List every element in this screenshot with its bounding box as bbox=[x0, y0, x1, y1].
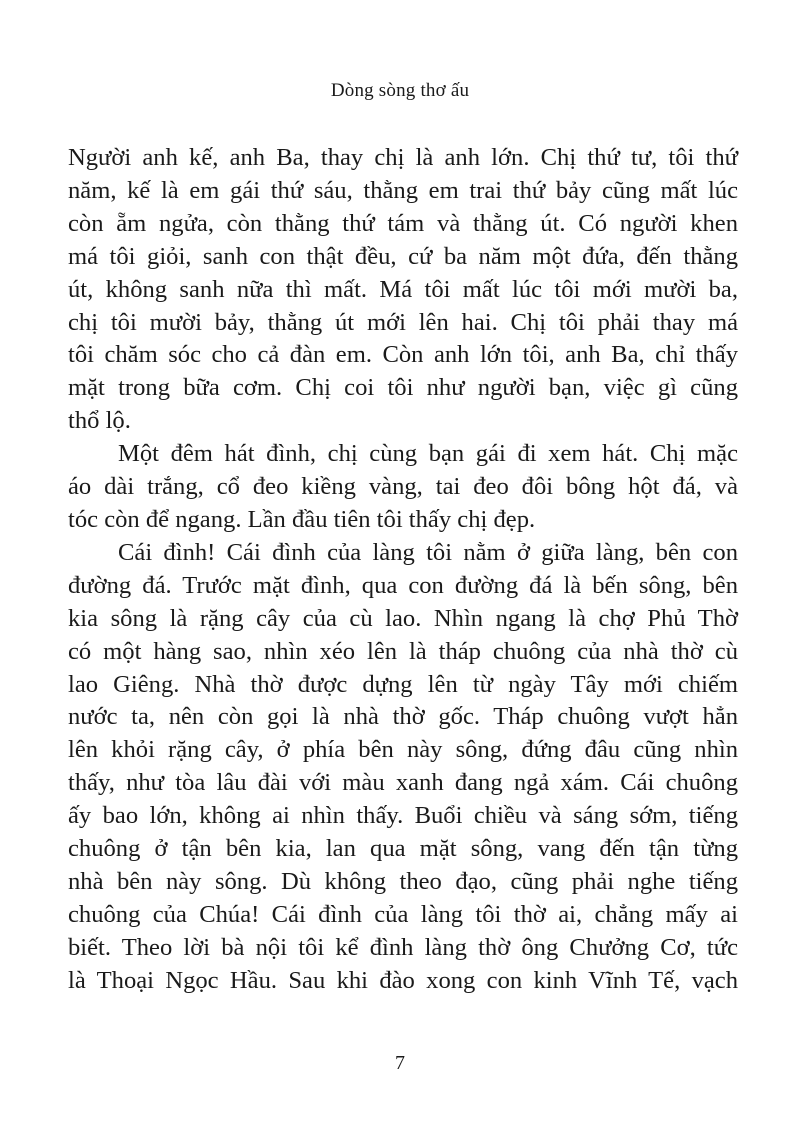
text-line: áo dài trắng, cổ đeo kiềng vàng, tai đeo đôi bông hột đá, và bbox=[68, 473, 738, 501]
text-line: chị tôi mười bảy, thằng út mới lên hai. Chị tôi phải thay má bbox=[68, 308, 738, 336]
text-line: thấy, như tòa lâu đài với màu xanh đang ngả xám. Cái chuông bbox=[68, 769, 738, 797]
text-line: kia sông là rặng cây của cù lao. Nhìn ngang là chợ Phủ Thờ bbox=[68, 604, 738, 632]
text-line: chuông của Chúa! Cái đình của làng tôi thờ ai, chẳng mấy ai bbox=[68, 900, 738, 928]
running-header: Dòng sòng thơ ấu bbox=[330, 80, 470, 101]
text-line: chuông ở tận bên kia, lan qua mặt sông, vang đến tận từng bbox=[68, 835, 738, 863]
text-line: năm, kế là em gái thứ sáu, thằng em trai thứ bảy cũng mất lúc bbox=[68, 176, 738, 204]
text-line: mặt trong bữa cơm. Chị coi tôi như người bạn, việc gì cũng bbox=[68, 374, 738, 402]
text-line: ấy bao lớn, không ai nhìn thấy. Buổi chiều và sáng sớm, tiếng bbox=[68, 802, 738, 830]
text-line: lao Giêng. Nhà thờ được dựng lên từ ngày Tây mới chiếm bbox=[68, 670, 738, 698]
text-line: Người anh kế, anh Ba, thay chị là anh lớn. Chị thứ tư, tôi thứ bbox=[68, 144, 738, 171]
text-line: Cái đình! Cái đình của làng tôi nằm ở giữa làng, bên con bbox=[118, 538, 738, 566]
text-line: thổ lộ. bbox=[68, 407, 131, 435]
text-line: Một đêm hát đình, chị cùng bạn gái đi xem hát. Chị mặc bbox=[118, 440, 738, 468]
text-line: nước ta, nên còn gọi là nhà thờ gốc. Tháp chuông vượt hẳn bbox=[68, 703, 738, 731]
text-line: nhà bên này sông. Dù không theo đạo, cũng phải nghe tiếng bbox=[68, 867, 738, 895]
text-line: tôi chăm sóc cho cả đàn em. Còn anh lớn tôi, anh Ba, chỉ thấy bbox=[68, 341, 738, 369]
text-line: má tôi giỏi, sanh con thật đều, cứ ba năm một đứa, đến thằng bbox=[68, 242, 738, 270]
text-line: có một hàng sao, nhìn xéo lên là tháp chuông của nhà thờ cù bbox=[68, 637, 738, 665]
body-text bbox=[68, 142, 738, 998]
text-line: còn ẵm ngửa, còn thằng thứ tám và thằng út. Có người khen bbox=[68, 209, 738, 237]
text-line: út, không sanh nữa thì mất. Má tôi mất lúc tôi mới mười ba, bbox=[68, 275, 738, 303]
paragraph bbox=[68, 438, 738, 537]
text-line: là Thoại Ngọc Hầu. Sau khi đào xong con kinh Vĩnh Tế, vạch bbox=[68, 966, 738, 994]
text-line: tóc còn để ngang. Lần đầu tiên tôi thấy chị đẹp. bbox=[68, 505, 536, 533]
text-line: biết. Theo lời bà nội tôi kể đình làng thờ ông Chưởng Cơ, tức bbox=[68, 933, 738, 961]
paragraph bbox=[68, 142, 738, 438]
text-line: đường đá. Trước mặt đình, qua con đường đá là bến sông, bên bbox=[68, 571, 738, 599]
paragraph bbox=[68, 537, 738, 998]
text-line: lên khỏi rặng cây, ở phía bên này sông, đứng đâu cũng nhìn bbox=[68, 736, 738, 764]
page-number: 7 bbox=[395, 1052, 405, 1074]
